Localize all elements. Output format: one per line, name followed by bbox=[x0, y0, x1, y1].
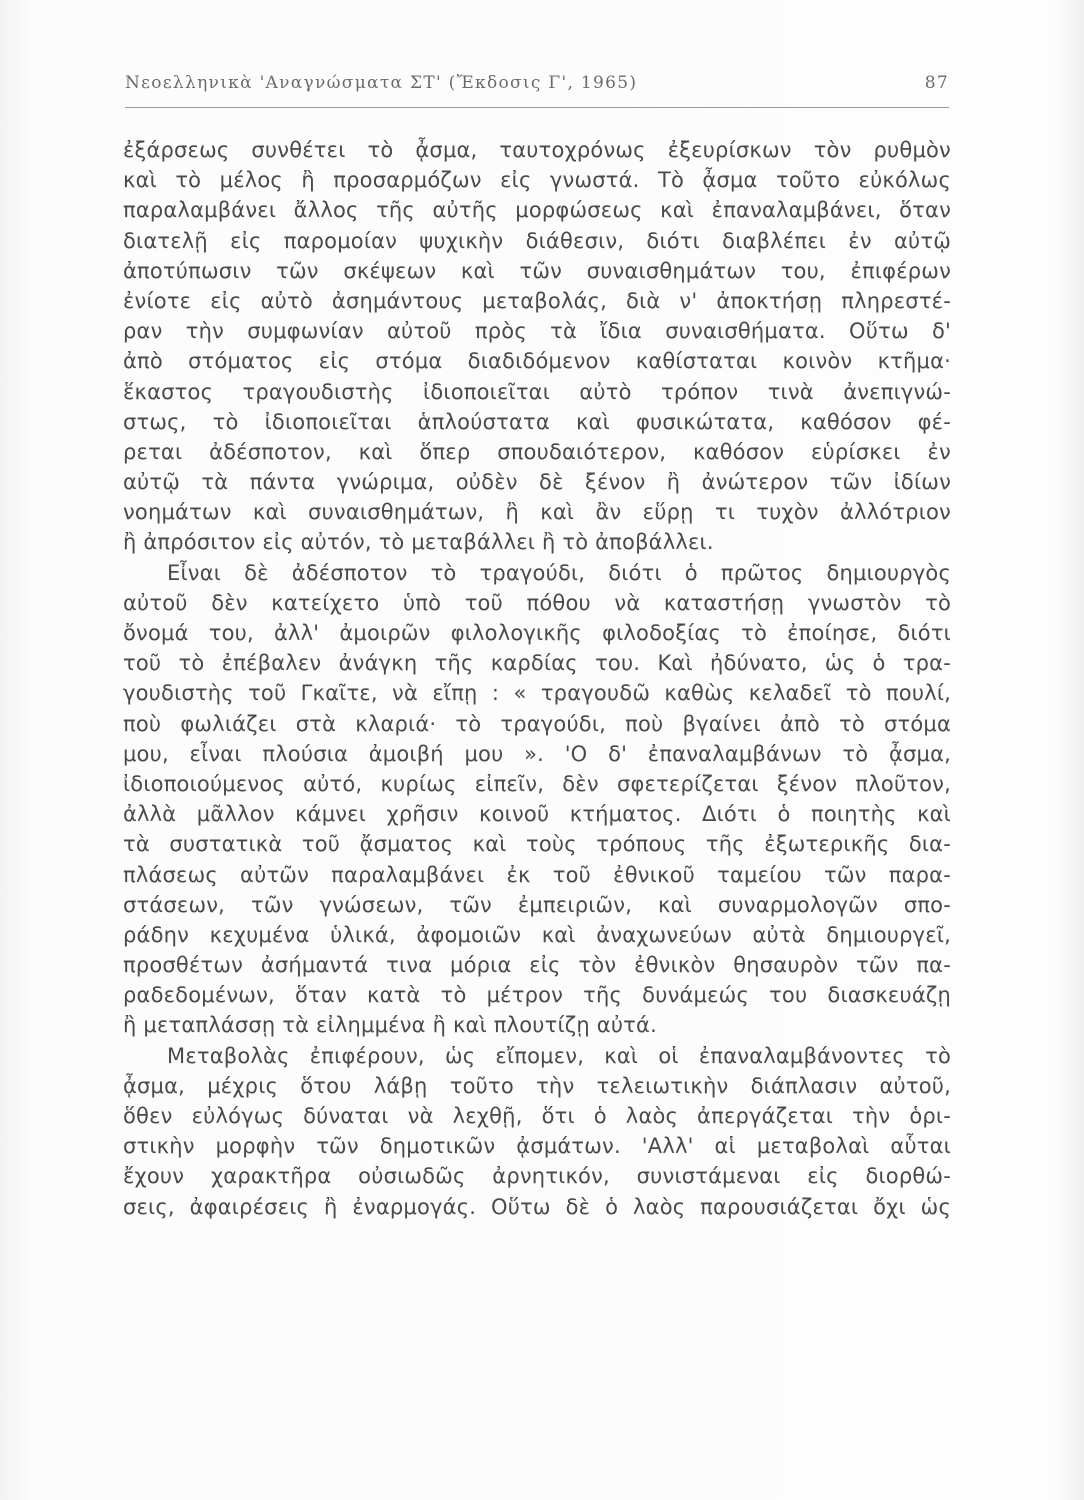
text-line: Μεταβολὰς ἐπιφέρουν, ὡς εἴπομεν, καὶ οἱ ἐπαναλαμβάνοντες τὸ bbox=[167, 1043, 951, 1068]
text-line: ραδεδομένων, ὅταν κατὰ τὸ μέτρον τῆς δυνάμεώς του διασκευάζῃ bbox=[123, 983, 951, 1008]
text-line: ἐξάρσεως συνθέτει τὸ ᾆσμα, ταυτοχρόνως ἐξευρίσκων τὸν ρυθμὸν bbox=[123, 138, 951, 162]
page-number: 87 bbox=[924, 73, 949, 93]
text-line: παραλαμβάνει ἄλλος τῆς αὐτῆς μορφώσεως καὶ ἐπαναλαμβάνει, ὅταν bbox=[123, 198, 951, 223]
text-line: ἢ ἀπρόσιτον εἰς αὐτόν, τὸ μεταβάλλει ἢ τὸ ἀποβάλλει. bbox=[123, 530, 714, 555]
text-line: στικὴν μορφὴν τῶν δημοτικῶν ᾀσμάτων. 'Αλλ' αἱ μεταβολαὶ αὗται bbox=[123, 1134, 951, 1159]
text-line: ἀποτύπωσιν τῶν σκέψεων καὶ τῶν συναισθημάτων του, ἐπιφέρων bbox=[123, 258, 951, 283]
text-line: τὰ συστατικὰ τοῦ ᾄσματος καὶ τοὺς τρόπους τῆς ἐξωτερικῆς δια- bbox=[123, 832, 951, 857]
text-line: στάσεων, τῶν γνώσεων, τῶν ἐμπειριῶν, καὶ συναρμολογῶν σπο- bbox=[123, 892, 951, 917]
text-line: μου, εἶναι πλούσια ἀμοιβή μου ». 'Ο δ' ἐπαναλαμβάνων τὸ ᾆσμα, bbox=[123, 741, 951, 766]
text-line: νοημάτων καὶ συναισθημάτων, ἢ καὶ ἂν εὕρῃ τι τυχὸν ἀλλότριον bbox=[123, 500, 951, 525]
text-line: ἰδιοποιούμενος αὐτό, κυρίως εἰπεῖν, δὲν σφετερίζεται ξένον πλοῦτον, bbox=[123, 771, 951, 796]
running-header bbox=[125, 68, 949, 98]
text-line: ἐνίοτε εἰς αὐτὸ ἀσημάντους μεταβολάς, διὰ ν' ἀποκτήσῃ πληρεστέ- bbox=[123, 288, 951, 313]
text-line: ᾆσμα, μέχρις ὅτου λάβῃ τοῦτο τὴν τελειωτικὴν διάπλασιν αὐτοῦ, bbox=[123, 1073, 951, 1098]
text-line: στως, τὸ ἰδιοποιεῖται ἁπλούστατα καὶ φυσικώτατα, καθόσον φέ- bbox=[123, 409, 951, 434]
text-line: τοῦ τὸ ἐπέβαλεν ἀνάγκη τῆς καρδίας του. Καὶ ἠδύνατο, ὡς ὁ τρα- bbox=[123, 651, 951, 676]
text-line: ὅθεν εὐλόγως δύναται νὰ λεχθῇ, ὅτι ὁ λαὸς ἀπεργάζεται τὴν ὁρι- bbox=[123, 1104, 951, 1128]
text-line: ράδην κεχυμένα ὑλικά, ἀφομοιῶν καὶ ἀναχωνεύων αὐτὰ δημιουργεῖ, bbox=[123, 922, 951, 947]
header-rule bbox=[125, 107, 949, 108]
text-line: ἢ μεταπλάσσῃ τὰ εἰλημμένα ἢ καὶ πλουτίζῃ αὐτά. bbox=[123, 1013, 657, 1038]
body-text bbox=[123, 135, 951, 1222]
text-line: ἕκαστος τραγουδιστὴς ἰδιοποιεῖται αὐτὸ τρόπον τινὰ ἀνεπιγνώ- bbox=[123, 379, 951, 404]
text-line: αὐτοῦ δὲν κατείχετο ὑπὸ τοῦ πόθου νὰ καταστήσῃ γνωστὸν τὸ bbox=[123, 590, 951, 615]
text-line: διατελῇ εἰς παρομοίαν ψυχικὴν διάθεσιν, διότι διαβλέπει ἐν αὐτῷ bbox=[123, 228, 951, 253]
text-line: ἔχουν χαρακτῆρα οὐσιωδῶς ἀρνητικόν, συνιστάμεναι εἰς διορθώ- bbox=[123, 1164, 951, 1189]
text-line: ρεται ἀδέσποτον, καὶ ὅπερ σπουδαιότερον, καθόσον εὑρίσκει ἐν bbox=[123, 439, 951, 464]
text-line: καὶ τὸ μέλος ἢ προσαρμόζων εἰς γνωστά. Τὸ ᾆσμα τοῦτο εὐκόλως bbox=[123, 168, 951, 193]
text-line: προσθέτων ἀσήμαντά τινα μόρια εἰς τὸν ἐθνικὸν θησαυρὸν τῶν πα- bbox=[123, 953, 951, 978]
text-line: αὐτῷ τὰ πάντα γνώριμα, οὐδὲν δὲ ξένον ἢ ἀνώτερον τῶν ἰδίων bbox=[123, 470, 951, 495]
text-line: γουδιστὴς τοῦ Γκαῖτε, νὰ εἴπῃ : « τραγουδῶ καθὼς κελαδεῖ τὸ πουλί, bbox=[123, 681, 951, 706]
text-line: ραν τὴν συμφωνίαν αὐτοῦ πρὸς τὰ ἴδια συναισθήματα. Οὕτω δ' bbox=[123, 319, 951, 344]
text-line: ὄνομά του, ἀλλ' ἀμοιρῶν φιλολογικῆς φιλοδοξίας τὸ ἐποίησε, διότι bbox=[123, 621, 951, 645]
running-title: Νεοελληνικὰ 'Αναγνώσματα ΣΤ' (Ἔκδοσις Γ', 1965) bbox=[125, 73, 638, 93]
text-line: ἀλλὰ μᾶλλον κάμνει χρῆσιν κοινοῦ κτήματος. Διότι ὁ ποιητὴς καὶ bbox=[123, 802, 951, 827]
text-line: ἀπὸ στόματος εἰς στόμα διαδιδόμενον καθίσταται κοινὸν κτῆμα· bbox=[123, 349, 951, 374]
text-line: πλάσεως αὐτῶν παραλαμβάνει ἐκ τοῦ ἐθνικοῦ ταμείου τῶν παρα- bbox=[123, 862, 951, 887]
text-line: Εἶναι δὲ ἀδέσποτον τὸ τραγούδι, διότι ὁ πρῶτος δημιουργὸς bbox=[167, 560, 951, 585]
text-line: σεις, ἀφαιρέσεις ἢ ἐναρμογάς. Οὕτω δὲ ὁ λαὸς παρουσιάζεται ὄχι ὡς bbox=[123, 1194, 951, 1219]
text-line: ποὺ φωλιάζει στὰ κλαριά· τὸ τραγούδι, ποὺ βγαίνει ἀπὸ τὸ στόμα bbox=[123, 711, 951, 736]
